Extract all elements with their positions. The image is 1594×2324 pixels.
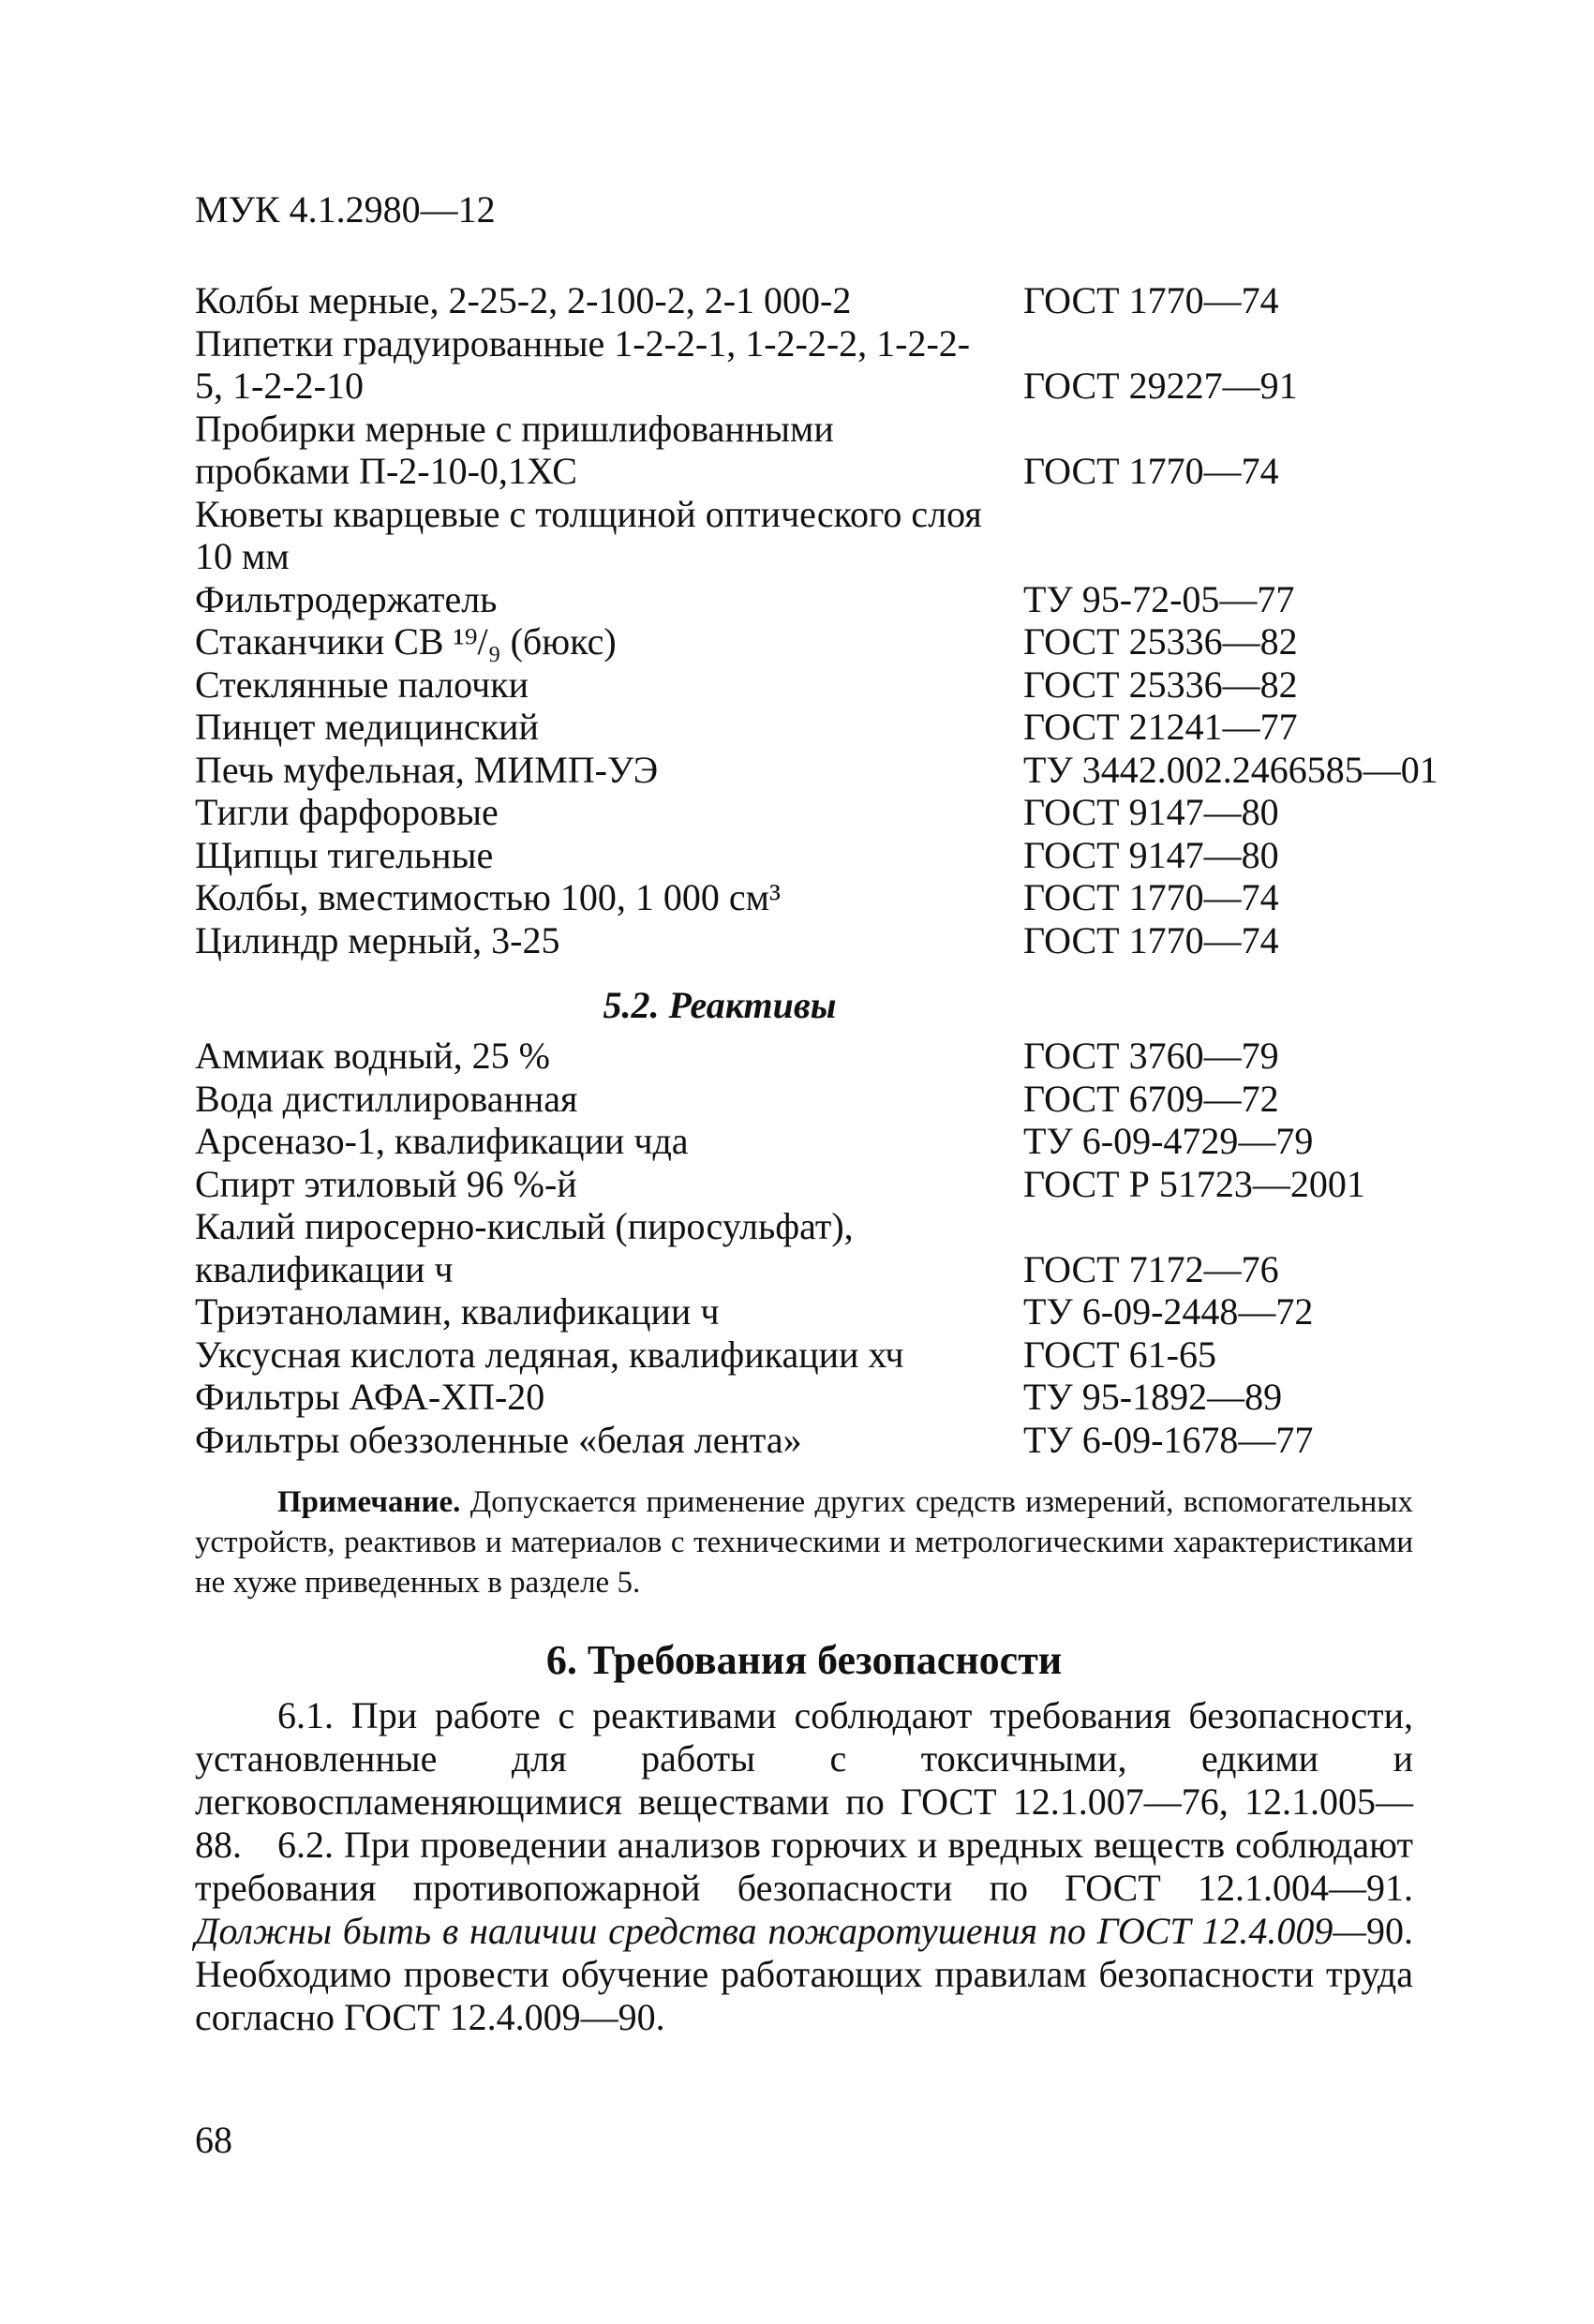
item-standard: ТУ 95-1892—89 (1023, 1376, 1283, 1418)
item-name: Пробирки мерные с пришлифованными пробками П-2-10-0,1ХС (195, 407, 834, 492)
item-name: Пипетки градуированные 1-2-2-1, 1-2-2-2, 1-2-2- 5, 1-2-2-10 (195, 321, 971, 407)
note-label: Примечание. (277, 1485, 461, 1519)
item-standard: ГОСТ 25336—82 (1023, 663, 1298, 706)
item-name: Фильтры обеззоленные «белая лента» (195, 1418, 802, 1461)
item-standard: ГОСТ 1770—74 (1023, 876, 1279, 918)
list-item (195, 1205, 1441, 1290)
list-item (195, 791, 1441, 834)
item-name: Печь муфельная, МИМП-УЭ (195, 748, 659, 791)
list-item (195, 578, 1441, 621)
item-name: Щипцы тигельные (195, 833, 494, 876)
list-item (195, 493, 1441, 578)
item-name: Уксусная кислота ледяная, квалификации хч (195, 1333, 904, 1376)
reagents-subheading: 5.2. Реактивы (603, 984, 837, 1026)
item-name: Колбы, вместимостью 100, 1 000 см³ (195, 876, 781, 918)
reagents-list (195, 1035, 1441, 1461)
item-standard: ГОСТ 6709—72 (1023, 1077, 1279, 1120)
item-standard: ГОСТ 3760—79 (1023, 1035, 1279, 1077)
item-name: Стеклянные палочки (195, 663, 529, 706)
paragraph-6-2-italic: Должны быть в наличии средства пожаротушения по ГОСТ 12.4.009— (195, 1910, 1366, 1952)
list-item (195, 706, 1441, 749)
list-item (195, 834, 1441, 877)
item-name: Фильтродержатель (195, 577, 498, 620)
list-item (195, 663, 1441, 707)
item-standard: ГОСТ 61-65 (1023, 1333, 1216, 1376)
item-standard: ГОСТ 9147—80 (1023, 791, 1279, 833)
item-name: Цилиндр мерный, 3-25 (195, 918, 560, 961)
item-name: Вода дистиллированная (195, 1077, 578, 1120)
item-standard: ТУ 95-72-05—77 (1023, 577, 1295, 620)
paragraph-6-2 (195, 1824, 1413, 2039)
item-name: Калий пиросерно-кислый (пиросульфат), квалификации ч (195, 1205, 854, 1290)
paragraph-6-1: 6.1. При работе с реактивами соблюдают требования безопасности, установленные для работы с токсичными, едкими и легковоспламеняющимися веществами по ГОСТ 12.1.007—76, 12.1.005—88. (195, 1694, 1413, 1866)
list-item (195, 1333, 1441, 1377)
list-item (195, 1078, 1441, 1121)
document-code-header: МУК 4.1.2980—12 (195, 188, 496, 231)
item-standard: ТУ 6-09-2448—72 (1023, 1290, 1314, 1333)
list-item (195, 322, 1441, 408)
list-item (195, 279, 1441, 322)
list-item (195, 1376, 1441, 1419)
list-item (195, 620, 1441, 663)
item-name: Колбы мерные, 2-25-2, 2-100-2, 2-1 000-2 (195, 279, 852, 321)
paragraph-6-2-end: 90. Необходимо провести обучение работающих правилам безопасности труда согласно ГОСТ 12.4.009—90. (195, 1910, 1413, 2038)
list-item (195, 1163, 1441, 1206)
list-item (195, 408, 1441, 493)
item-standard: ТУ 6-09-4729—79 (1023, 1120, 1314, 1162)
item-standard: ГОСТ Р 51723—2001 (1023, 1162, 1365, 1205)
item-standard: ТУ 6-09-1678—77 (1023, 1418, 1314, 1461)
note-text: Допускается применение других средств измерений, вспомогательных устройств, реактивов и материалов с техническими и метрологическими характеристиками не хуже приведенных в разделе 5. (195, 1485, 1413, 1600)
item-standard: ГОСТ 1770—74 (1023, 279, 1279, 321)
item-name: Фильтры АФА-ХП-20 (195, 1376, 545, 1418)
item-standard: ГОСТ 29227—91 (1023, 365, 1298, 407)
section-6-title: 6. Требования безопасности (545, 1637, 1063, 1683)
item-standard: ГОСТ 25336—82 (1023, 620, 1298, 663)
list-item (195, 1290, 1441, 1333)
equipment-list (195, 279, 1441, 961)
list-item (195, 919, 1441, 962)
list-item (195, 749, 1441, 792)
item-standard: ГОСТ 7172—76 (1023, 1247, 1279, 1290)
list-item (195, 1120, 1441, 1163)
item-name: Спирт этиловый 96 %-й (195, 1162, 577, 1205)
item-name: Кюветы кварцевые с толщиной оптического слоя 10 мм (195, 492, 982, 577)
item-standard: ГОСТ 9147—80 (1023, 833, 1279, 876)
item-standard: ТУ 3442.002.2466585—01 (1023, 748, 1438, 791)
list-item (195, 1035, 1441, 1078)
item-name: Аммиак водный, 25 % (195, 1035, 550, 1077)
item-name: Арсеназо-1, квалификации чда (195, 1120, 689, 1162)
item-standard: ГОСТ 21241—77 (1023, 706, 1298, 748)
item-name: Триэтаноламин, квалификации ч (195, 1290, 720, 1333)
item-name: Тигли фарфоровые (195, 791, 499, 833)
item-standard: ГОСТ 1770—74 (1023, 918, 1279, 961)
note-paragraph (195, 1482, 1413, 1603)
item-standard: ГОСТ 1770—74 (1023, 450, 1279, 492)
item-name: Пинцет медицинский (195, 706, 539, 748)
list-item (195, 1419, 1441, 1462)
item-name: Стаканчики СВ ¹⁹/₉ (бюкс) (195, 620, 617, 663)
paragraph-6-2-start: 6.2. При проведении анализов горючих и вредных веществ соблюдают требования противопожарной безопасности по ГОСТ 12.1.004—91. (195, 1824, 1413, 1909)
list-item (195, 876, 1441, 919)
page-number: 68 (195, 2119, 232, 2161)
